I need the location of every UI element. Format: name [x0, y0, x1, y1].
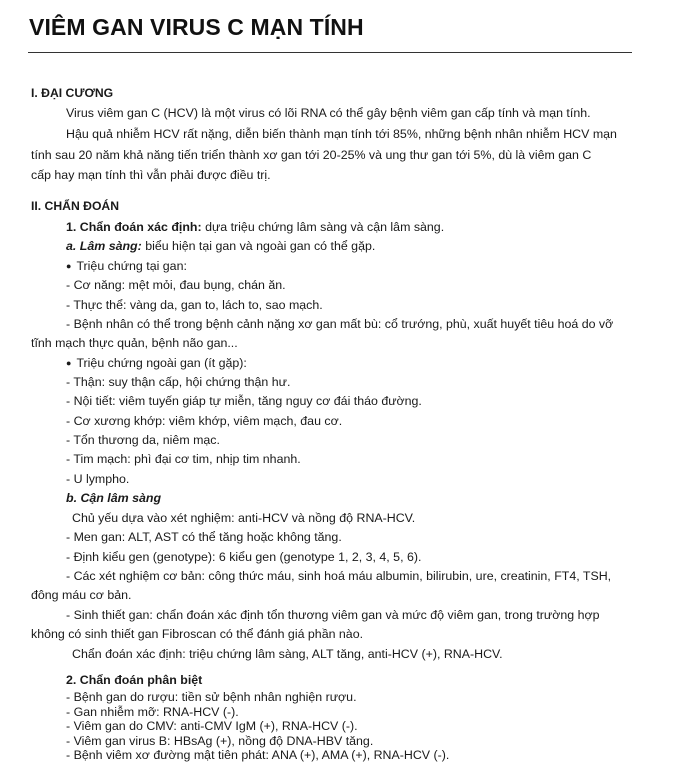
list-item: - Thực thể: vàng da, gan to, lách to, sao mạch. [66, 298, 323, 312]
paragraph-line: cấp hay mạn tính thì vẫn phải được điều trị. [31, 168, 271, 182]
list-item: - Cơ năng: mệt mỏi, đau bụng, chán ăn. [66, 278, 286, 292]
list-item: - Bệnh gan do rượu: tiền sử bệnh nhân nghiện rượu. [66, 690, 357, 704]
definitive-diagnosis-label: 1. Chẩn đoán xác định: [66, 220, 202, 234]
list-item: - Men gan: ALT, AST có thể tăng hoặc không tăng. [66, 530, 342, 544]
list-item: tĩnh mạch thực quản, bệnh não gan... [31, 336, 238, 350]
list-item: - Thận: suy thận cấp, hội chứng thận hư. [66, 375, 291, 389]
list-item: không có sinh thiết gan Fibroscan có thể đánh giá phần nào. [31, 627, 364, 641]
definitive-diagnosis-text: dựa triệu chứng lâm sàng và cận lâm sàng. [201, 220, 445, 234]
list-item: - Bệnh nhân có thể trong bệnh cảnh nặng xơ gan mất bù: cổ trướng, phù, xuất huyết tiêu hoá do vỡ [66, 317, 614, 331]
list-item: - Định kiểu gen (genotype): 6 kiểu gen (genotype 1, 2, 3, 4, 5, 6). [66, 550, 422, 564]
list-item: - Tim mạch: phì đại cơ tim, nhịp tim nhanh. [66, 452, 301, 466]
list-item: Chẩn đoán xác định: triệu chứng lâm sàng, ALT tăng, anti-HCV (+), RNA-HCV. [72, 647, 503, 661]
paraclinical-label: b. Cận lâm sàng [66, 491, 162, 505]
list-item: đông máu cơ bản. [31, 588, 132, 602]
clinical-line [66, 238, 375, 254]
list-item: Chủ yếu dựa vào xét nghiệm: anti-HCV và nồng độ RNA-HCV. [72, 511, 416, 525]
clinical-label: a. Lâm sàng: [66, 239, 142, 253]
section-heading-diagnosis: II. CHẨN ĐOÁN [31, 199, 120, 213]
paragraph-line: Virus viêm gan C (HCV) là một virus có lõi RNA có thể gây bệnh viêm gan cấp tính và mạn tính. [66, 106, 591, 120]
differential-diagnosis-heading: 2. Chẩn đoán phân biệt [66, 673, 203, 687]
paragraph-line: Hậu quả nhiễm HCV rất nặng, diễn biến thành mạn tính tới 85%, những bệnh nhân nhiễm HCV mạn [66, 127, 617, 141]
list-item: - Viêm gan do CMV: anti-CMV IgM (+), RNA-HCV (-). [66, 719, 358, 733]
paragraph-line: tính sau 20 năm khả năng tiến triển thành xơ gan tới 20-25% và ung thư gan tới 5%, dù là viêm gan C [31, 148, 592, 162]
clinical-text: biểu hiện tại gan và ngoài gan có thể gặp. [141, 239, 376, 253]
list-item: - Gan nhiễm mỡ: RNA-HCV (-). [66, 704, 239, 719]
list-item: - Sinh thiết gan: chẩn đoán xác định tổn thương viêm gan và mức độ viêm gan, trong trường hợp [66, 608, 600, 622]
bullet-in-liver: ● Triệu chứng tại gan: [66, 258, 187, 275]
list-item: - Viêm gan virus B: HBsAg (+), nồng độ DNA-HBV tăng. [66, 733, 374, 748]
definitive-diagnosis-line [66, 219, 444, 235]
list-item: - Cơ xương khớp: viêm khớp, viêm mạch, đau cơ. [66, 414, 343, 428]
title-divider [28, 52, 632, 53]
section-heading-overview: I. ĐẠI CƯƠNG [31, 86, 114, 100]
page-title: VIÊM GAN VIRUS C MẠN TÍNH [29, 14, 364, 40]
list-item: - Nội tiết: viêm tuyến giáp tự miễn, tăng nguy cơ đái tháo đường. [66, 394, 422, 408]
list-item: - Bệnh viêm xơ đường mật tiên phát: ANA (+), AMA (+), RNA-HCV (-). [66, 748, 450, 762]
list-item: - Các xét nghiệm cơ bản: công thức máu, sinh hoá máu albumin, bilirubin, ure, creatinin, FT4, TSH, [66, 569, 612, 583]
list-item: - U lympho. [66, 472, 130, 486]
bullet-out-liver: ● Triệu chứng ngoài gan (ít gặp): [66, 355, 247, 372]
list-item: - Tổn thương da, niêm mạc. [66, 433, 220, 447]
